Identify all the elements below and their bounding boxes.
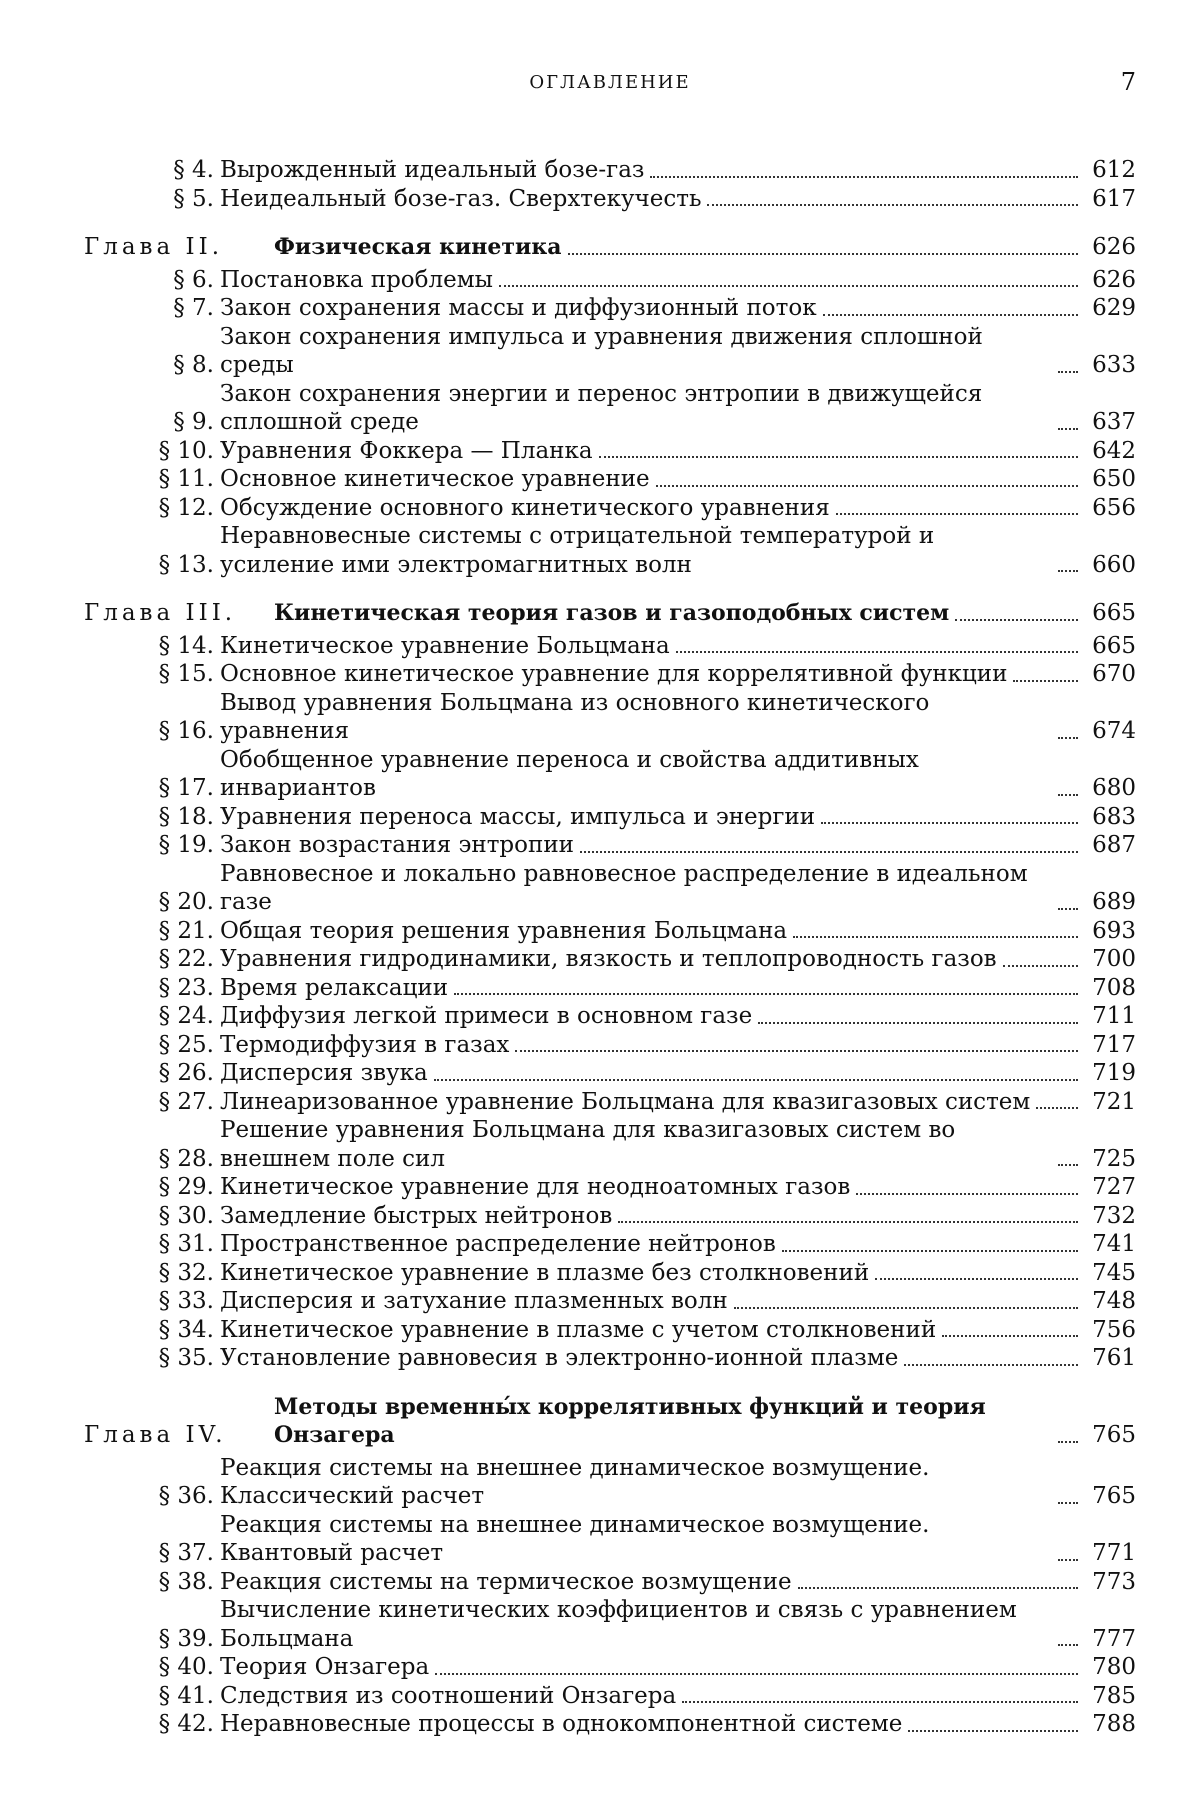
page-ref: 756 — [1092, 1316, 1136, 1343]
page-ref: 633 — [1092, 352, 1136, 378]
toc-entry — [84, 746, 1136, 803]
page-ref: 683 — [1092, 803, 1136, 830]
page-ref: 680 — [1092, 775, 1136, 801]
entry-body — [220, 632, 1136, 661]
toc-entry — [84, 494, 1136, 523]
dot-leader — [798, 1587, 1078, 1589]
dot-leader — [656, 485, 1078, 487]
page-ref: 785 — [1092, 1682, 1136, 1709]
section-title: Неидеальный бозе-газ. Сверхтекучесть — [220, 185, 702, 212]
toc-entry — [84, 917, 1136, 946]
toc-entry — [84, 1596, 1136, 1653]
section-title: Линеаризованное уравнение Больцмана для квазигазовых систем — [220, 1088, 1031, 1115]
section-title: Диффузия легкой примеси в основном газе — [220, 1003, 753, 1029]
dot-leader — [682, 1701, 1078, 1703]
page-ref: 617 — [1092, 185, 1136, 212]
page-ref: 670 — [1092, 661, 1136, 687]
page-ref: 748 — [1092, 1288, 1136, 1314]
section-number: § 18. — [158, 803, 214, 830]
toc-entry — [84, 266, 1136, 295]
page-ref: 637 — [1092, 409, 1136, 435]
section-title: Пространственное распределение нейтронов — [220, 1231, 776, 1257]
entry-body — [220, 323, 1136, 380]
dot-leader — [908, 1730, 1078, 1732]
entry-body — [220, 465, 1136, 494]
section-title: Закон сохранения массы и диффузионный поток — [220, 295, 817, 321]
section-number: § 9. — [173, 409, 214, 435]
page-ref: 727 — [1092, 1174, 1136, 1200]
running-head — [84, 68, 1136, 112]
dot-leader — [782, 1250, 1078, 1252]
page-number: 7 — [1120, 68, 1136, 96]
section-number: § 29. — [158, 1174, 214, 1200]
toc-entry — [84, 323, 1136, 380]
dot-leader — [1036, 1107, 1078, 1109]
page-ref: 711 — [1092, 1003, 1136, 1029]
page-ref: 765 — [1092, 1422, 1136, 1448]
dot-leader — [1058, 570, 1078, 572]
toc-entry — [84, 1031, 1136, 1060]
entry-body — [220, 1059, 1136, 1088]
section-title: Кинетическое уравнение Больцмана — [220, 632, 670, 659]
entry-body — [220, 660, 1136, 689]
toc-entry — [84, 380, 1136, 437]
section-number: § 27. — [158, 1088, 214, 1115]
entry-body — [220, 917, 1136, 946]
chapter-heading — [84, 233, 1136, 262]
section-title: Неравновесные системы с отрицательной температурой и усиление ими электромагнитных волн — [220, 523, 935, 578]
chapter-number: Глава III. — [84, 600, 237, 626]
section-number: § 37. — [158, 1540, 214, 1566]
page-ref: 717 — [1092, 1031, 1136, 1058]
section-number: § 32. — [158, 1259, 214, 1286]
entry-body — [220, 494, 1136, 523]
section-title: Кинетическое уравнение для неодноатомных газов — [220, 1174, 851, 1200]
section-number: § 20. — [158, 889, 214, 915]
page-ref: 719 — [1092, 1060, 1136, 1086]
section-number: § 25. — [158, 1031, 214, 1058]
toc-entry — [84, 1287, 1136, 1316]
page-ref: 777 — [1092, 1625, 1136, 1652]
table-of-contents — [84, 156, 1136, 1739]
entry-body — [220, 1287, 1136, 1316]
page-ref: 732 — [1092, 1202, 1136, 1229]
page-ref: 771 — [1092, 1540, 1136, 1566]
section-number: § 34. — [158, 1316, 214, 1343]
section-number: § 6. — [173, 266, 214, 293]
section-number: § 30. — [158, 1202, 214, 1229]
dot-leader — [821, 822, 1078, 824]
entry-body — [220, 437, 1136, 466]
entry-body — [274, 1393, 1136, 1450]
page-ref: 693 — [1092, 917, 1136, 944]
chapter-heading — [84, 599, 1136, 628]
entry-body — [220, 1088, 1136, 1117]
entry-body — [220, 185, 1136, 214]
toc-entry — [84, 860, 1136, 917]
section-title: Время релаксации — [220, 974, 449, 1001]
dot-leader — [1058, 428, 1078, 430]
dot-leader — [856, 1193, 1078, 1195]
page-ref: 780 — [1092, 1654, 1136, 1680]
dot-leader — [1058, 737, 1078, 739]
toc-entry — [84, 465, 1136, 494]
section-title: Обсуждение основного кинетического уравнения — [220, 494, 830, 521]
page-ref: 642 — [1092, 437, 1136, 464]
section-number: § 7. — [173, 295, 214, 321]
section-number: § 21. — [158, 917, 214, 944]
section-title: Постановка проблемы — [220, 266, 493, 293]
section-number: § 38. — [158, 1568, 214, 1595]
page-ref: 761 — [1092, 1345, 1136, 1371]
entry-body — [220, 156, 1136, 185]
toc-entry — [84, 1259, 1136, 1288]
dot-leader — [676, 651, 1078, 653]
entry-body — [220, 974, 1136, 1003]
page-ref: 626 — [1092, 234, 1136, 260]
toc-entry — [84, 1344, 1136, 1373]
page-ref: 660 — [1092, 551, 1136, 578]
toc-entry — [84, 156, 1136, 185]
entry-body — [220, 1173, 1136, 1202]
chapter-number: Глава II. — [84, 234, 224, 260]
section-title: Дисперсия звука — [220, 1060, 428, 1086]
entry-body — [220, 1710, 1136, 1739]
toc-entry — [84, 660, 1136, 689]
section-title: Обобщенное уравнение переноса и свойства аддитивных инвариантов — [220, 746, 919, 801]
dot-leader — [942, 1335, 1078, 1337]
section-number: § 24. — [158, 1003, 214, 1029]
toc-entry — [84, 1454, 1136, 1511]
dot-leader — [875, 1278, 1078, 1280]
entry-body — [220, 1596, 1136, 1653]
entry-body — [220, 945, 1136, 974]
section-number: § 4. — [173, 157, 214, 183]
dot-leader — [1058, 1441, 1078, 1443]
entry-body — [220, 860, 1136, 917]
entry-body — [220, 831, 1136, 860]
page-ref: 656 — [1092, 494, 1136, 521]
toc-entry — [84, 1202, 1136, 1231]
dot-leader — [618, 1221, 1078, 1223]
dot-leader — [734, 1307, 1078, 1309]
section-title: Дисперсия и затухание плазменных волн — [220, 1288, 728, 1314]
section-number: § 11. — [158, 466, 214, 492]
page-ref: 725 — [1092, 1145, 1136, 1172]
section-number: § 23. — [158, 974, 214, 1001]
chapter-title: Методы временны́х коррелятивных функций и теория Онзагера — [274, 1393, 986, 1448]
dot-leader — [650, 176, 1078, 178]
section-number: § 8. — [173, 352, 214, 378]
section-number: § 16. — [158, 718, 214, 744]
dot-leader — [1003, 965, 1078, 967]
page-ref: 665 — [1092, 600, 1136, 626]
toc-entry — [84, 689, 1136, 746]
entry-body — [220, 1259, 1136, 1288]
dot-leader — [454, 993, 1078, 995]
dot-leader — [434, 1079, 1078, 1081]
section-title: Основное кинетическое уравнение для коррелятивной функции — [220, 661, 1008, 687]
section-title: Замедление быстрых нейтронов — [220, 1202, 613, 1229]
dot-leader — [793, 936, 1078, 938]
entry-body — [220, 522, 1136, 579]
toc-entry — [84, 185, 1136, 214]
page-ref: 700 — [1092, 946, 1136, 972]
chapter-number: Глава IV. — [84, 1422, 227, 1448]
section-title: Реакция системы на внешнее динамическое возмущение. Квантовый расчет — [220, 1511, 930, 1566]
page-ref: 689 — [1092, 889, 1136, 915]
section-number: § 14. — [158, 632, 214, 659]
section-number: § 31. — [158, 1231, 214, 1257]
entry-body — [220, 1568, 1136, 1597]
section-title: Уравнения Фоккера — Планка — [220, 437, 593, 464]
section-title: Решение уравнения Больцмана для квазигазовых систем во внешнем поле сил — [220, 1117, 956, 1172]
section-number: § 5. — [173, 185, 214, 212]
toc-entry — [84, 1316, 1136, 1345]
toc-entry — [84, 522, 1136, 579]
dot-leader — [1058, 1502, 1078, 1504]
dot-leader — [580, 851, 1078, 853]
section-title: Теория Онзагера — [220, 1654, 430, 1680]
section-title: Закон сохранения энергии и перенос энтропии в движущейся сплошной среде — [220, 380, 983, 435]
toc-entry — [84, 294, 1136, 323]
toc-entry — [84, 831, 1136, 860]
entry-body — [220, 1202, 1136, 1231]
section-number: § 13. — [158, 551, 214, 578]
section-number: § 39. — [158, 1625, 214, 1652]
dot-leader — [599, 456, 1078, 458]
toc-entry — [84, 1173, 1136, 1202]
section-title: Равновесное и локально равновесное распределение в идеальном газе — [220, 860, 1028, 915]
section-number: § 10. — [158, 437, 214, 464]
toc-entry — [84, 1059, 1136, 1088]
toc-entry — [84, 1568, 1136, 1597]
toc-entry — [84, 1230, 1136, 1259]
toc-entry — [84, 803, 1136, 832]
section-title: Общая теория решения уравнения Больцмана — [220, 917, 788, 944]
toc-entry — [84, 974, 1136, 1003]
dot-leader — [1058, 908, 1078, 910]
section-number: § 36. — [158, 1483, 214, 1509]
entry-body — [220, 294, 1136, 323]
page-ref: 674 — [1092, 718, 1136, 744]
toc-entry — [84, 1682, 1136, 1711]
page-ref: 612 — [1092, 157, 1136, 183]
page-ref: 687 — [1092, 832, 1136, 858]
section-title: Уравнения гидродинамики, вязкость и теплопроводность газов — [220, 946, 997, 972]
dot-leader — [1058, 371, 1078, 373]
entry-body — [220, 380, 1136, 437]
section-title: Установление равновесия в электронно-ионной плазме — [220, 1345, 899, 1371]
chapter-heading — [84, 1393, 1136, 1450]
section-title: Закон сохранения импульса и уравнения движения сплошной среды — [220, 323, 983, 378]
toc-entry — [84, 1511, 1136, 1568]
entry-body — [220, 1230, 1136, 1259]
page-ref: 721 — [1092, 1088, 1136, 1115]
section-number: § 33. — [158, 1288, 214, 1314]
section-title: Вырожденный идеальный бозе-газ — [220, 157, 645, 183]
dot-leader — [955, 619, 1078, 621]
dot-leader — [515, 1050, 1078, 1052]
section-title: Реакция системы на внешнее динамическое возмущение. Классический расчет — [220, 1454, 930, 1509]
section-number: § 35. — [158, 1345, 214, 1371]
dot-leader — [904, 1364, 1078, 1366]
page-ref: 788 — [1092, 1711, 1136, 1737]
dot-leader — [1013, 680, 1078, 682]
page-ref: 708 — [1092, 974, 1136, 1001]
entry-body — [220, 266, 1136, 295]
toc-entry — [84, 437, 1136, 466]
toc-entry — [84, 632, 1136, 661]
chapter-title: Кинетическая теория газов и газоподобных систем — [274, 600, 950, 626]
entry-body — [220, 803, 1136, 832]
entry-body — [220, 1002, 1136, 1031]
entry-body — [220, 1682, 1136, 1711]
entry-body — [274, 233, 1136, 262]
page-ref: 745 — [1092, 1259, 1136, 1286]
toc-entry — [84, 1653, 1136, 1682]
entry-body — [220, 1344, 1136, 1373]
entry-body — [220, 689, 1136, 746]
section-number: § 22. — [158, 946, 214, 972]
page-ref: 650 — [1092, 466, 1136, 492]
section-number: § 42. — [158, 1711, 214, 1737]
toc-entry — [84, 1116, 1136, 1173]
page-ref: 741 — [1092, 1231, 1136, 1257]
page-ref: 773 — [1092, 1568, 1136, 1595]
section-title: Следствия из соотношений Онзагера — [220, 1682, 677, 1709]
entry-body — [220, 1653, 1136, 1682]
entry-body — [220, 1454, 1136, 1511]
section-number: § 15. — [158, 661, 214, 687]
section-title: Реакция системы на термическое возмущение — [220, 1568, 792, 1595]
page-ref: 665 — [1092, 632, 1136, 659]
toc-entry — [84, 1088, 1136, 1117]
section-title: Кинетическое уравнение в плазме без столкновений — [220, 1259, 870, 1286]
entry-body — [274, 599, 1136, 628]
page-ref: 765 — [1092, 1483, 1136, 1509]
chapter-title: Физическая кинетика — [274, 234, 562, 260]
dot-leader — [435, 1673, 1078, 1675]
section-number: § 26. — [158, 1060, 214, 1086]
entry-body — [220, 1316, 1136, 1345]
section-title: Вычисление кинетических коэффициентов и связь с уравнением Больцмана — [220, 1597, 1017, 1652]
section-number: § 41. — [158, 1682, 214, 1709]
section-title: Уравнения переноса массы, импульса и энергии — [220, 803, 816, 830]
toc-entry — [84, 945, 1136, 974]
section-title: Закон возрастания энтропии — [220, 832, 574, 858]
section-number: § 28. — [158, 1145, 214, 1172]
entry-body — [220, 1511, 1136, 1568]
section-number: § 19. — [158, 832, 214, 858]
page-ref: 626 — [1092, 266, 1136, 293]
dot-leader — [707, 204, 1078, 206]
dot-leader — [1058, 1164, 1078, 1166]
entry-body — [220, 746, 1136, 803]
entry-body — [220, 1031, 1136, 1060]
dot-leader — [499, 285, 1078, 287]
dot-leader — [1058, 1559, 1078, 1561]
section-number: § 17. — [158, 775, 214, 801]
dot-leader — [836, 513, 1078, 515]
section-number: § 12. — [158, 494, 214, 521]
section-number: § 40. — [158, 1654, 214, 1680]
section-title: Вывод уравнения Больцмана из основного кинетического уравнения — [220, 689, 930, 744]
running-title: ОГЛАВЛЕНИЕ — [529, 72, 691, 93]
dot-leader — [568, 253, 1079, 255]
page-ref: 629 — [1092, 295, 1136, 321]
toc-entry — [84, 1002, 1136, 1031]
section-title: Неравновесные процессы в однокомпонентной системе — [220, 1711, 903, 1737]
section-title: Основное кинетическое уравнение — [220, 466, 650, 492]
entry-body — [220, 1116, 1136, 1173]
section-title: Кинетическое уравнение в плазме с учетом столкновений — [220, 1316, 937, 1343]
toc-entry — [84, 1710, 1136, 1739]
dot-leader — [823, 314, 1078, 316]
dot-leader — [1058, 1644, 1078, 1646]
section-title: Термодиффузия в газах — [220, 1031, 510, 1058]
dot-leader — [1058, 794, 1078, 796]
dot-leader — [758, 1022, 1078, 1024]
